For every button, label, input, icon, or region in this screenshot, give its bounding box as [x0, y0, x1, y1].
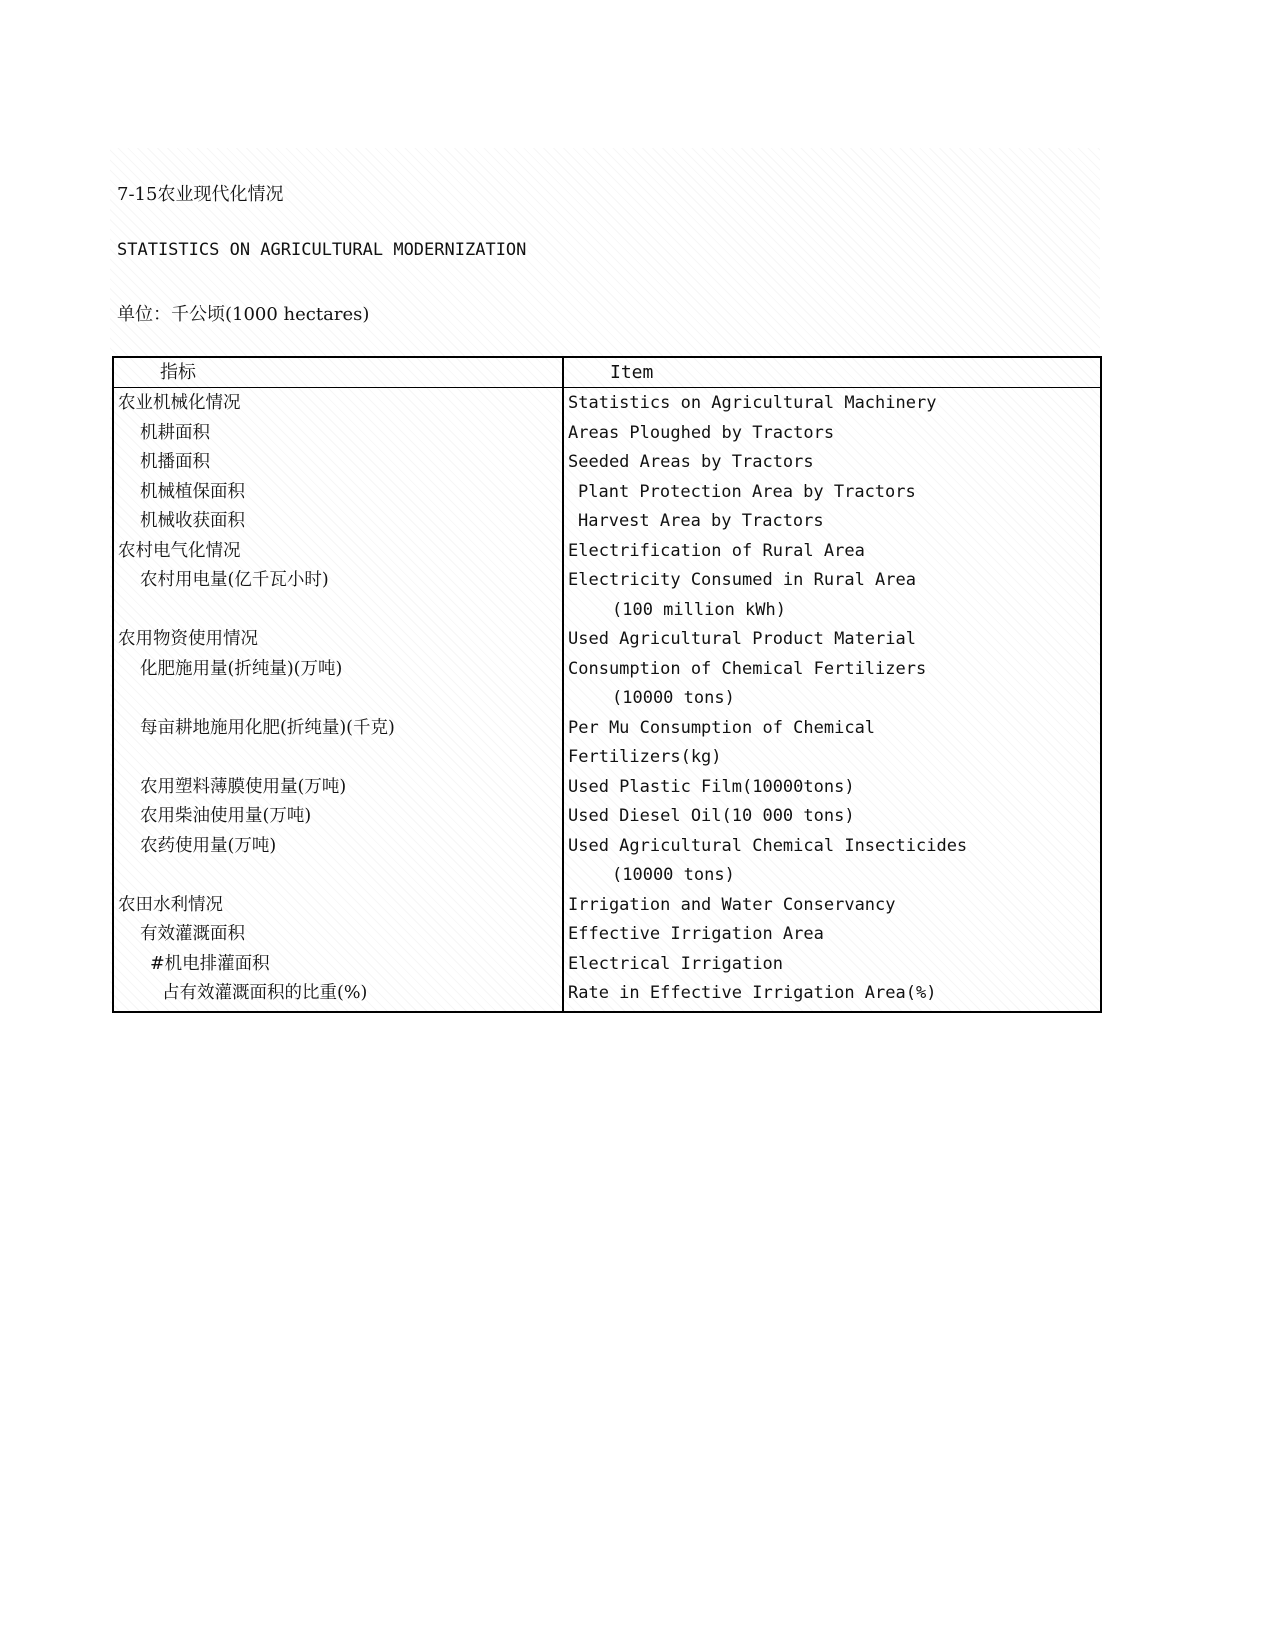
- header-item: Item: [610, 362, 654, 383]
- table-cell-cn: [114, 743, 562, 773]
- table-title-english: STATISTICS ON AGRICULTURAL MODERNIZATION: [117, 240, 527, 260]
- table-cell-en: Rate in Effective Irrigation Area(%): [568, 983, 937, 1003]
- item-column: [564, 388, 1100, 1011]
- table-cell-en: Consumption of Chemical Fertilizers: [568, 658, 927, 679]
- table-header-row: [114, 358, 1100, 388]
- table-cell-cn: [114, 596, 562, 626]
- unit-label: 单位：千公顷(1000 hectares): [117, 304, 370, 325]
- table-cell-cn: 机播面积: [140, 452, 210, 472]
- table-cell-cn: 有效灌溉面积: [140, 924, 245, 944]
- table-body: [114, 388, 1100, 1011]
- table-cell-en: Irrigation and Water Conservancy: [568, 894, 896, 915]
- table-cell-cn: 农村用电量(亿千瓦小时): [140, 570, 329, 590]
- table-cell-cn: 农用柴油使用量(万吨): [140, 806, 312, 826]
- indicator-column: [114, 388, 564, 1011]
- table-cell-en: Fertilizers(kg): [568, 747, 722, 767]
- table-cell-cn: 占有效灌溉面积的比重(%): [162, 983, 368, 1003]
- table-cell-en: Harvest Area by Tractors: [578, 511, 824, 531]
- table-cell-en: Effective Irrigation Area: [568, 924, 824, 944]
- table-cell-en: Per Mu Consumption of Chemical: [568, 717, 876, 738]
- table-cell-en: Electricity Consumed in Rural Area: [568, 570, 916, 590]
- table-title-chinese: 7-15农业现代化情况: [117, 184, 284, 205]
- statistics-table: [112, 356, 1102, 1013]
- table-cell-en: Used Agricultural Chemical Insecticides: [568, 835, 968, 856]
- header-indicator: 指标: [114, 358, 564, 387]
- table-cell-cn: 农药使用量(万吨): [140, 835, 277, 856]
- table-cell-cn: 农用塑料薄膜使用量(万吨): [140, 776, 347, 797]
- table-cell-cn: 农业机械化情况: [118, 393, 241, 413]
- table-cell-cn: 机械植保面积: [140, 481, 245, 502]
- table-cell-en: Plant Protection Area by Tractors: [578, 481, 916, 502]
- table-cell-en: Areas Ploughed by Tractors: [568, 422, 835, 443]
- table-cell-en: Statistics on Agricultural Machinery: [568, 393, 937, 413]
- table-cell-en: (10000 tons): [612, 688, 735, 708]
- table-cell-cn: 农用物资使用情况: [118, 629, 258, 649]
- table-cell-en: (10000 tons): [612, 865, 735, 885]
- table-cell-en: Electrification of Rural Area: [568, 540, 865, 561]
- table-cell-en: Used Plastic Film(10000tons): [568, 776, 855, 797]
- table-cell-cn: [114, 684, 562, 714]
- table-cell-cn: 化肥施用量(折纯量)(万吨): [140, 658, 343, 679]
- table-cell-cn: 农田水利情况: [118, 894, 223, 915]
- table-cell-en: Used Diesel Oil(10 000 tons): [568, 806, 855, 826]
- table-cell-cn: 每亩耕地施用化肥(折纯量)(千克): [140, 717, 395, 738]
- table-cell-en: Used Agricultural Product Material: [568, 629, 916, 649]
- table-cell-en: (100 million kWh): [612, 599, 786, 620]
- table-cell-en: Electrical Irrigation: [568, 953, 783, 974]
- table-cell-cn: [114, 861, 562, 891]
- table-cell-cn: #机电排灌面积: [150, 953, 270, 974]
- table-cell-cn: 机械收获面积: [140, 511, 245, 531]
- table-cell-cn: 机耕面积: [140, 422, 210, 443]
- table-cell-cn: 农村电气化情况: [118, 540, 241, 561]
- table-cell-en: Seeded Areas by Tractors: [568, 452, 814, 472]
